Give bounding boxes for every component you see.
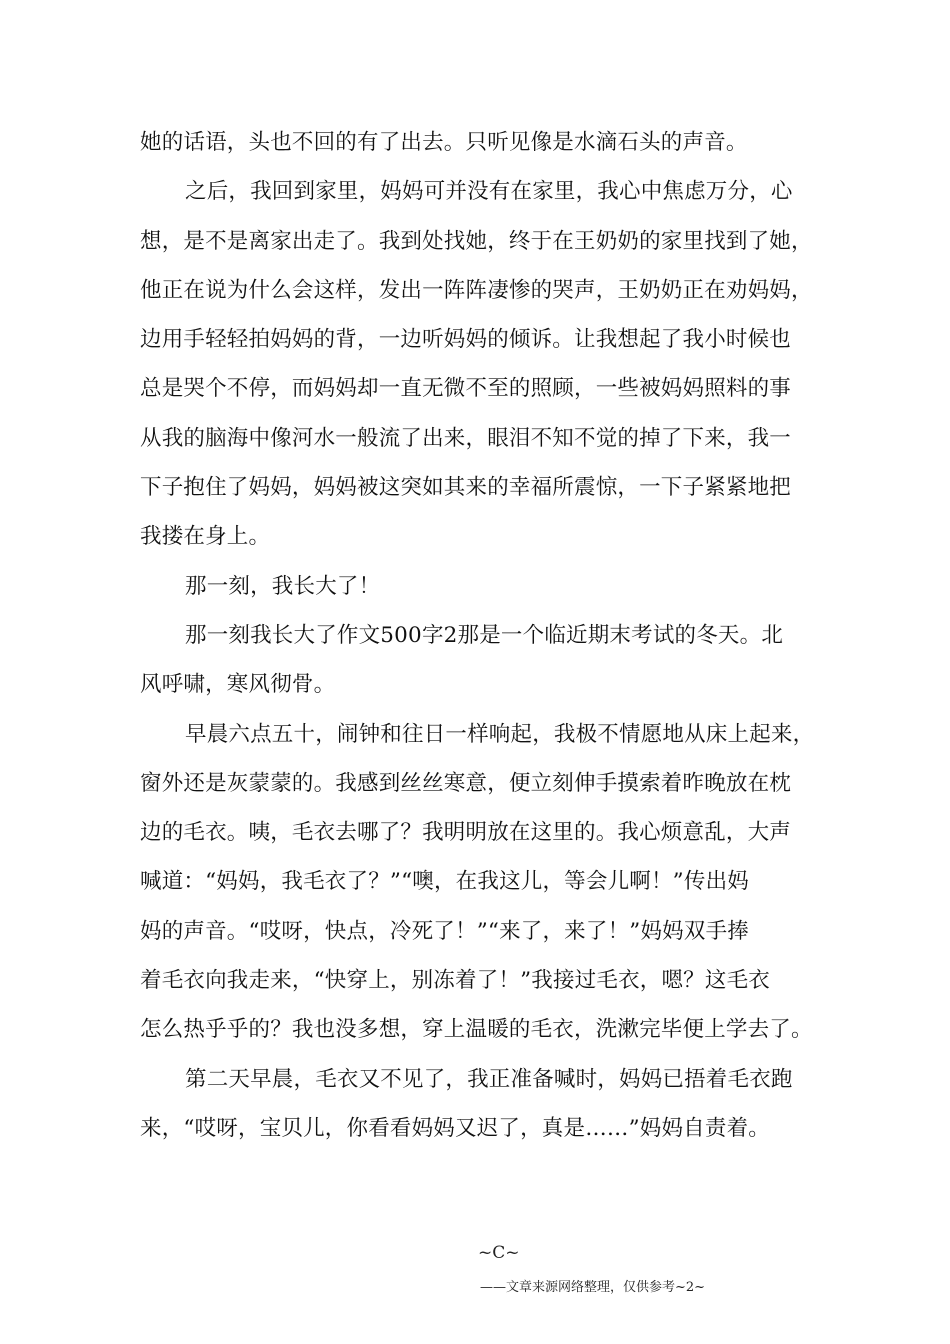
text-line: 第二天早晨，毛衣又不见了，我正准备喊时，妈妈已捂着毛衣跑 xyxy=(185,1066,793,1092)
text-line: 边用手轻轻拍妈妈的背，一边听妈妈的倾诉。让我想起了我小时候也 xyxy=(140,327,792,353)
text-line: 怎么热乎乎的？我也没多想，穿上温暖的毛衣，洗漱完毕便上学去了。 xyxy=(140,1017,813,1043)
page-mark: ~C~ xyxy=(478,1243,520,1263)
text-line: 风呼啸，寒风彻骨。 xyxy=(140,672,336,698)
text-line: 想，是不是离家出走了。我到处找她，终于在王奶奶的家里找到了她， xyxy=(140,228,813,254)
text-line: 那一刻，我长大了！ xyxy=(185,573,381,599)
text-line: 妈的声音。“哎呀，快点，冷死了！”“来了，来了！”妈妈双手捧 xyxy=(140,918,749,944)
text-line: 着毛衣向我走来，“快穿上，别冻着了！”我接过毛衣，嗯？这毛衣 xyxy=(140,968,770,994)
text-line: 喊道：“妈妈，我毛衣了？”“噢，在我这儿，等会儿啊！”传出妈 xyxy=(140,869,749,895)
text-line: 来，“哎呀，宝贝儿，你看看妈妈又迟了，真是……”妈妈自责着。 xyxy=(140,1115,770,1141)
document-body xyxy=(140,118,830,1153)
text-line: 我搂在身上。 xyxy=(140,524,271,550)
text-line: 下子抱住了妈妈，妈妈被这突如其来的幸福所震惊，一下子紧紧地把 xyxy=(140,475,792,501)
text-line: 他正在说为什么会这样，发出一阵阵凄惨的哭声，王奶奶正在劝妈妈， xyxy=(140,277,813,303)
text-line: 早晨六点五十，闹钟和往日一样响起，我极不情愿地从床上起来， xyxy=(185,721,815,747)
text-line: 从我的脑海中像河水一般流了出来，眼泪不知不觉的掉了下来，我一 xyxy=(140,425,792,451)
text-line: 之后，我回到家里，妈妈可并没有在家里，我心中焦虑万分，心 xyxy=(185,179,793,205)
text-line: 窗外还是灰蒙蒙的。我感到丝丝寒意，便立刻伸手摸索着昨晚放在枕 xyxy=(140,770,792,796)
text-line: 那一刻我长大了作文500字2那是一个临近期末考试的冬天。北 xyxy=(185,622,784,648)
text-line: 总是哭个不停，而妈妈却一直无微不至的照顾，一些被妈妈照料的事 xyxy=(140,376,792,402)
text-line: 边的毛衣。咦，毛衣去哪了？我明明放在这里的。我心烦意乱，大声 xyxy=(140,820,792,846)
footer-note: ——文章来源网络整理，仅供参考~2~ xyxy=(480,1280,706,1295)
text-line: 她的话语，头也不回的有了出去。只听见像是水滴石头的声音。 xyxy=(140,130,748,155)
